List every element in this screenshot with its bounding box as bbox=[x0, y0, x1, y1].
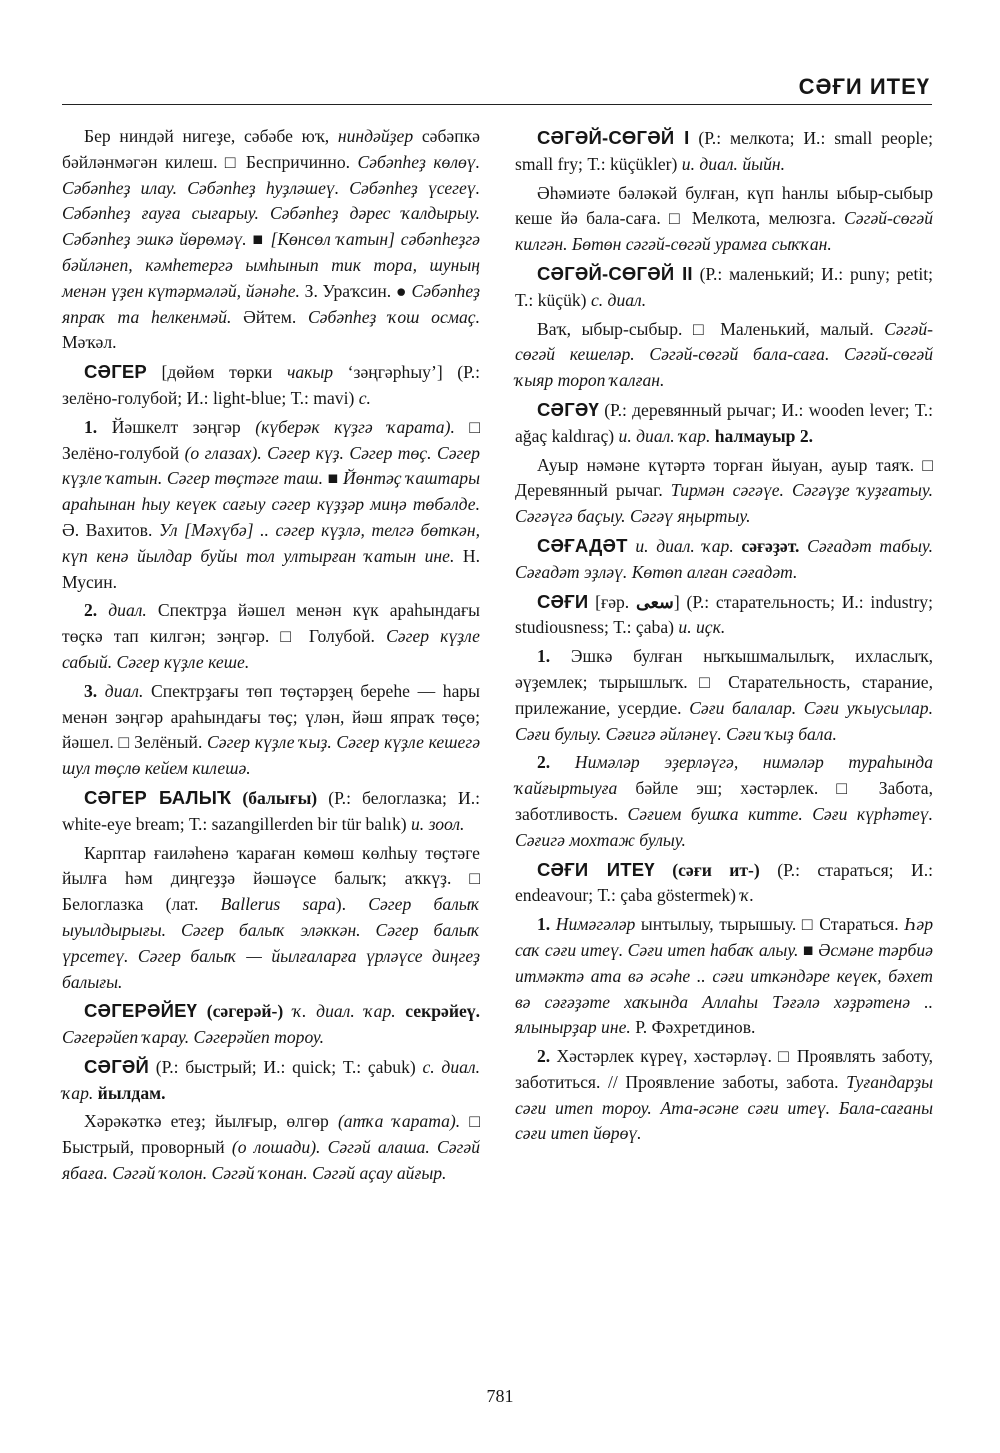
definition-paragraph: Ауыр нәмәне күтәртә торған йыуан, ауыр таяҡ. □ Деревянный рычаг. Тирмән сәгәүе. Сәгәүҙе ҡуҙғатыу. Сәгәүгә баҫыу. Сәгәү яңыртыу. bbox=[515, 454, 933, 527]
sense-paragraph: 2. Хәстәрлек күреү, хәстәрләү. □ Проявлять заботу, заботиться. // Проявление заботы, забота. Туғандарҙы сәғи итеп тороу. Ата-әсәне сәғи итеү. Бала-сағаны сәғи итеп йөрөү. bbox=[515, 1046, 933, 1144]
headword: СӘГӘЙ bbox=[84, 1055, 150, 1077]
headword: СӘГӘҮ bbox=[537, 398, 600, 420]
entry-seger: СӘГЕР [дөйөм төрки чакыр ‘зәңгәрһыу’] (Р.: зелёно-голубой; И.: light-blue; Т.: mavi) с. bbox=[62, 361, 480, 408]
entry-segeu: СӘГӘҮ (Р.: деревянный рычаг; И.: wooden lever; Т.: ağaç kaldıraç) и. диал. ҡар. һалмауыр 2. bbox=[515, 398, 933, 446]
headword: СӘГӘЙ-СӨГӘЙ II bbox=[537, 262, 693, 284]
page-number: 781 bbox=[486, 1386, 514, 1406]
headword: СӘҒИ bbox=[537, 590, 589, 612]
running-head: СӘҒИ ИТЕҮ bbox=[798, 74, 930, 99]
definition-paragraph: Хәрәкәткә етеҙ; йылғыр, өлгөр (атҡа ҡарата). □ Быстрый, проворный (о лошади). Сәгәй алаша. Сәгәй ябаға. Сәгәй ҡолон. Сәгәй ҡонан. Сәгәй аҫау айғыр. bbox=[62, 1111, 480, 1184]
sense-paragraph: 2. диал. Спектрҙа йәшел менән күк араһындағы төҫкә тап килгән; зәңгәр. □ Голубой. Сәгер күҙле сабый. Сәгер күҙле кеше. bbox=[62, 600, 480, 672]
sense-paragraph: 1. Эшкә булған ныҡышмалылыҡ, ихласлыҡ, әүҙемлек; тырышлыҡ. □ Старательность, старание, прилежание, усердие. Сәғи балалар. Сәғи уҡыусылар. Сәғи булыу. Сәғигә әйләнеү. Сәғи ҡыҙ бала. bbox=[515, 646, 933, 744]
definition-paragraph: Карптар ғаиләһенә ҡараған көмөш көлһыу төҫтәге йылға һәм диңгеҙҙә йәшәүсе балыҡ; аҡкүҙ. □ Белоглазка (лат. Ballerus sapa). Сәгер балыҡ ыуылдырығы. Сәгер балыҡ эләккән. Сәгер балыҡ үрсетеү. Сәгер балыҡ — йылғаларға үрләүсе диңгеҙ балығы. bbox=[62, 842, 480, 992]
entry-segi: СӘҒИ [ғәр. سعى] (Р.: старательность; И.: industry; studiousness; Т.: çaba) и. иҫк. bbox=[515, 590, 933, 638]
right-column bbox=[515, 124, 933, 1150]
sense-paragraph: 1. Нимәгәләр ынтылыу, тырышыу. □ Стараться. Һәр саҡ сәғи итеү. Сәғи итеп һабаҡ алыу. ■ Әсмәне тәрбиә итмәктә ата вә әсәһе .. сәғи иткәндәре кеүек, бәхет вә сәғәҙәте хаҡында Аллаһы Тәғәлә хәҙрәтенә .. ялынырҙар ине. Р. Фәхретдинов. bbox=[515, 914, 933, 1038]
definition-paragraph: Бер ниндәй нигеҙе, сәбәбе юҡ, ниндәйҙер сәбәпкә бәйләнмәгән килеш. □ Беспричинно. Сәбәпһеҙ көлөү. Сәбәпһеҙ илау. Сәбәпһеҙ һуҙләшеү. Сәбәпһеҙ үсегеү. Сәбәпһеҙ ғауға сығарыу. Сәбәпһеҙ дәрес ҡалдырыу. Сәбәпһеҙ эшкә йөрөмәү. ■ [Көнсөл ҡатын] сәбәпһеҙгә бәйләнеп, кәмһетергә ымһынып тик тора, шуның менән үҙен күтәрмәләй, йәнәһе. З. Ураҡсин. ● Сәбәпһеҙ япраҡ та һелкенмәй. Әйтем. Сәбәпһеҙ ҡош осмаҫ. Мәҡәл. bbox=[62, 126, 481, 353]
left-column bbox=[62, 124, 480, 1190]
entry-segadet: СӘҒАДӘТ и. диал. ҡар. сәғәҙәт. Сәғадәт табыу. Сәғадәт эҙләү. Көтөп алған сәғадәт. bbox=[515, 534, 933, 582]
headword: СӘГЕР БАЛЫҠ bbox=[84, 786, 232, 808]
headword: СӘҒАДӘТ bbox=[537, 534, 628, 556]
entry-seger-balyk: СӘГЕР БАЛЫҠ (балығы) (Р.: белоглазка; И.: white-eye bream; Т.: sazangillerden bir tür balık) и. зоол. bbox=[62, 786, 480, 834]
header-rule bbox=[62, 104, 932, 105]
definition-paragraph: Әһәмиәте бәләкәй булған, күп һанлы ыбыр-сыбыр кеше йә бала-саға. □ Мелкота, мелюзга. Сәгәй-сөгәй килгән. Бөтөн сәгәй-сөгәй урамға сыҡҡан. bbox=[515, 182, 933, 255]
headword: СӘГЕР bbox=[84, 361, 147, 383]
headword: СӘГӘЙ-СӨГӘЙ I bbox=[537, 127, 690, 148]
entry-segi-iteu: СӘҒИ ИТЕҮ (сәғи ит-) (Р.: стараться; И.: endeavour; Т.: çaba göstermek) ҡ. bbox=[515, 858, 933, 906]
sense-paragraph: 2. Нимәләр эҙерләүгә, нимәләр тураһында ҡайғыртыуға бәйле эш; хәстәрлек. □ Забота, заботливость. Сәғием бушҡа китте. Сәғи күрһәтеү. Сәғигә мохтаж булыу. bbox=[515, 752, 934, 850]
sense-paragraph: 1. Йәшкелт зәңгәр (күберәк күҙгә ҡарата). □ Зелёно-голубой (о глазах). Сәгер күҙ. Сәгер төҫ. Сәгер күҙле ҡатын. Сәгер төҫтәге таш. ■ Йөнтәҫ ҡаштары араһынан һыу кеүек сағыу сәгер күҙҙәр миңә төбәлде. Ә. Вахитов. Ул [Мәхүбә] .. сәгер күҙлә, телгә бөткән, күп кенә йылдар буйы тол ултырған ҡатын ине. Н. Мусин. bbox=[62, 416, 481, 592]
sense-paragraph: 3. диал. Спектрҙағы төп төҫтәрҙең береһе — һары менән зәңгәр араһындағы төҫ; үлән, йәш япраҡ төҫө; йәшел. □ Зелёный. Сәгер күҙле ҡыҙ. Сәгер күҙле кешегә шул төҫлө кейем килешә. bbox=[62, 680, 480, 779]
definition-paragraph: Ваҡ, ыбыр-сыбыр. □ Маленький, малый. Сәгәй-сөгәй кешеләр. Сәгәй-сөгәй бала-саға. Сәгәй-сөгәй ҡыяр тороп ҡалған. bbox=[515, 318, 933, 391]
entry-segey-segey-2: СӘГӘЙ-СӨГӘЙ II (Р.: маленький; И.: puny; petit; Т.: küçük) с. диал. bbox=[515, 262, 933, 310]
entry-segey-segey-1: СӘГӘЙ-СӨГӘЙ I (Р.: мелкота; И.: small people; small fry; Т.: küçükler) и. диал. йыйн. bbox=[515, 127, 933, 174]
entry-segey: СӘГӘЙ (Р.: быстрый; И.: quick; Т.: çabuk) с. диал. ҡар. йылдам. bbox=[62, 1055, 480, 1103]
headword: СӘҒИ ИТЕҮ bbox=[537, 858, 655, 880]
headword: СӘГЕРӘЙЕҮ bbox=[84, 1000, 198, 1022]
entry-segereyeu: СӘГЕРӘЙЕҮ (сәгерәй-) ҡ. диал. ҡар. секрәйеү. Сәгерәйеп ҡарау. Сәгерәйеп тороу. bbox=[62, 1000, 480, 1048]
